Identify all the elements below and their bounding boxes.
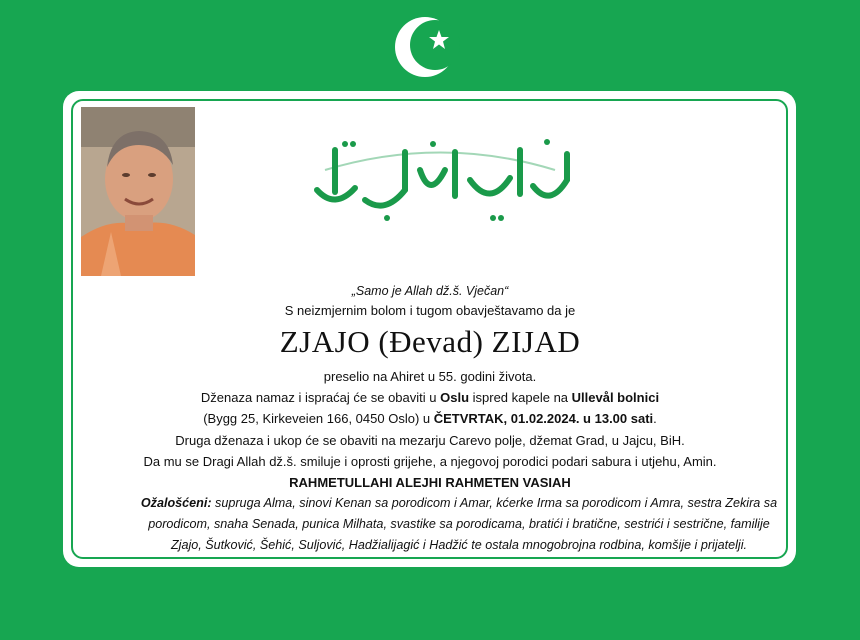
arabic-calligraphy-icon (305, 130, 577, 226)
quote-text: „Samo je Allah dž.š. Vječan“ (351, 284, 509, 298)
portrait-photo (81, 107, 195, 276)
funeral-time-line: (Bygg 25, Kirkeveien 166, 0450 Oslo) u ČETVRTAK, 01.02.2024. u 13.00 sati. (203, 411, 657, 426)
mourners-label: Ožalošćeni: (140, 496, 212, 510)
blessing-line: RAHMETULLAHI ALEJHI RAHMETEN VASIAH (289, 475, 571, 490)
mourners-text: Ožalošćeni: supruga Alma, sinovi Kenan sa porodicom i Amar, kćerke Irma sa porodicom i Amra, sestra Zekira sa porodicom, snaha Senada, punica Milhata, svastike sa porodicama, bratići i bratične, sestrići i sestrične, familije Zjajo, Šutković, Šehić, Suljović, Hadžialijagić i Hadžić te ostala mnogobrojna rodbina, komšije i prijatelji. (140, 496, 778, 552)
funeral-location-line: Dženaza namaz i ispraćaj će se obaviti u Oslu ispred kapele na Ullevål bolnici (200, 390, 660, 405)
prayer-line: Da mu se Dragi Allah dž.š. smiluje i oprosti grijehe, a njegovoj porodici podari sabura i utjehu, Amin. (143, 454, 717, 469)
deceased-name: ZJAJO (Đevad) ZIJAD (279, 324, 581, 359)
passing-line: preselio na Ahiret u 55. godini života. (323, 369, 537, 384)
burial-line: Druga dženaza i ukop će se obaviti na mezarju Carevo polje, džemat Grad, u Jajcu, BiH. (175, 433, 685, 448)
crescent-star-icon (395, 14, 461, 80)
portrait-illustration (81, 107, 195, 276)
intro-text: S neizmjernim bolom i tugom obavještavamo da je (284, 303, 576, 318)
